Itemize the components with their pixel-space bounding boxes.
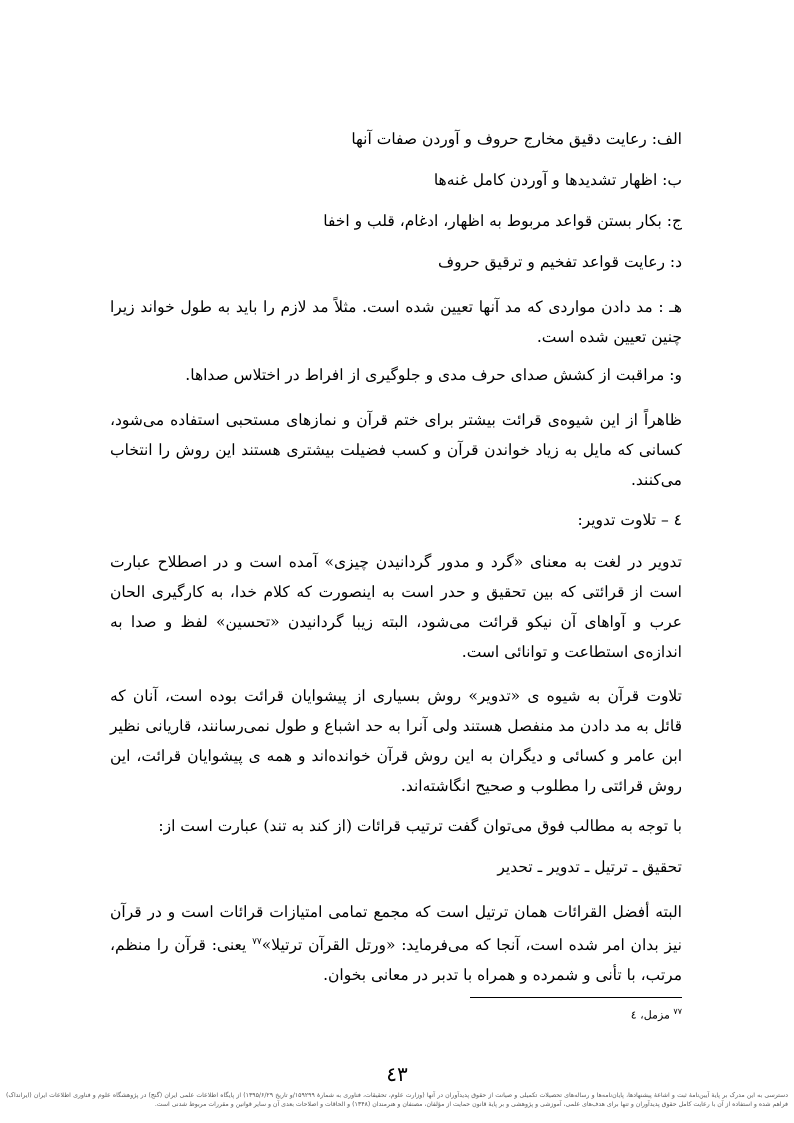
item-be: ب: اظهار تشدیدها و آوردن کامل غنه‌ها (433, 171, 682, 189)
paragraph-order-intro: با توجه به مطالب فوق می‌توان گفت ترتیب قرائات (از کند به تند) عبارت است از: (158, 817, 682, 835)
copyright-notice: دسترسی به این مدرک بر پایهٔ آیین‌نامهٔ ثبت و اشاعهٔ پیشنهادها، پایان‌نامه‌ها و رساله‌های تحصیلات تکمیلی و صیانت از حقوق پدیدآوران در آنها (وزارت علوم، تحقیقات، فناوری به شمارهٔ ۱۵۹۲۹۹/و تاریخ ۱۳۹۵/۶/۲۹) از پایگاه اطلاعات علمی ایران (گنج) در پژوهشگاه علوم و فناوری اطلاعات ایران (ایرانداک) فراهم شده و استفاده از آن با رعایت کامل حقوق پدیدآوران و تنها برای هدف‌های علمی، آموزشی و پژوهشی و بر پایهٔ قانون حمایت از مؤلفان، مصنفان و هنرمندان (۱۳۴۸) و الحاقات و اصلاحات بعدی آن و سایر قوانین و مقررات مربوط شدنی است. (6, 1092, 788, 1108)
footnote (631, 1007, 682, 1022)
item-jim: ج: بکار بستن قواعد مربوط به اظهار، ادغام، قلب و اخفا (323, 212, 682, 230)
paragraph-tartil-text-end: یعنی: قرآن را منظم، مرتب، با تأنی و شمرده و همراه با تدبر در معانی بخوان. (110, 936, 682, 985)
paragraph-tadvir-definition: تدویر در لغت به معنای «گرد و مدور گردانیدن چیزی» آمده است و در اصطلاح عبارت است از قرائتی که بین تحقیق و حدر است به اینصورت که کلام خدا، به کارگیری الحان عرب و آواهای آن نیکو قرائت می‌شود، البته زیبا گردانیدن «تحسین» لفظ و صدا به اندازه‌ی استطاعت و توانائی است. (110, 553, 682, 661)
footnote-reference: ٧٧ (252, 937, 262, 947)
item-vav: و: مراقبت از کشش صدای حرف مدی و جلوگیری از افراط در اختلاس صداها. (185, 366, 682, 384)
paragraph-order-list: تحقیق ـ ترتیل ـ تدویر ـ تحدیر (497, 858, 682, 876)
footnote-marker: ٧٧ (673, 1007, 682, 1016)
item-alef: الف: رعایت دقیق مخارج حروف و آوردن صفات آنها (351, 130, 682, 148)
item-dal: د: رعایت قواعد تفخیم و ترقیق حروف (438, 253, 682, 271)
paragraph-intro: ظاهراً از این شیوه‌ی قرائت بیشتر برای ختم قرآن و نمازهای مستحبی استفاده می‌شود، کسانی که مایل به زیاد خواندن قرآن و کسب فضیلت بیشتری هستند این روش را انتخاب می‌کنند. (110, 411, 682, 489)
item-he: هـ : مد دادن مواردی که مد آنها تعیین شده است. مثلاً مد لازم را باید به طول خواند زیرا چنین تعیین شده است. (110, 298, 682, 346)
paragraph-tadvir-method: تلاوت قرآن به شیوه ی «تدویر» روش بسیاری از پیشوایان قرائت بوده است، آنان که قائل به مد دادن مد منفصل هستند ولی آنرا به حد اشباع و طول نمی‌رسانند، قاریانی نظیر ابن عامر و کسائی و دیگران به این روش قرآن خوانده‌اند و همه ی پیشوایان قرائت، این روش قرائتی را مطلوب و صحیح انگاشته‌اند. (110, 687, 682, 795)
footnote-text: مزمل، ٤ (630, 1008, 674, 1022)
section-heading-tadvir: ٤ – تلاوت تدویر: (577, 511, 682, 529)
paragraph-tartil-text: البته أفضل القرائات همان ترتیل است که مجمع تمامی امتیازات قرائات است و در قرآن نیز بدان امر شده است، آنجا که می‌فرماید: «ورتل القرآن ترتیلا» (110, 903, 682, 955)
page-number: ٤٣ (386, 1062, 408, 1086)
document-body (110, 128, 682, 1004)
paragraph-tartil (110, 897, 682, 990)
footnote-divider (470, 997, 682, 998)
